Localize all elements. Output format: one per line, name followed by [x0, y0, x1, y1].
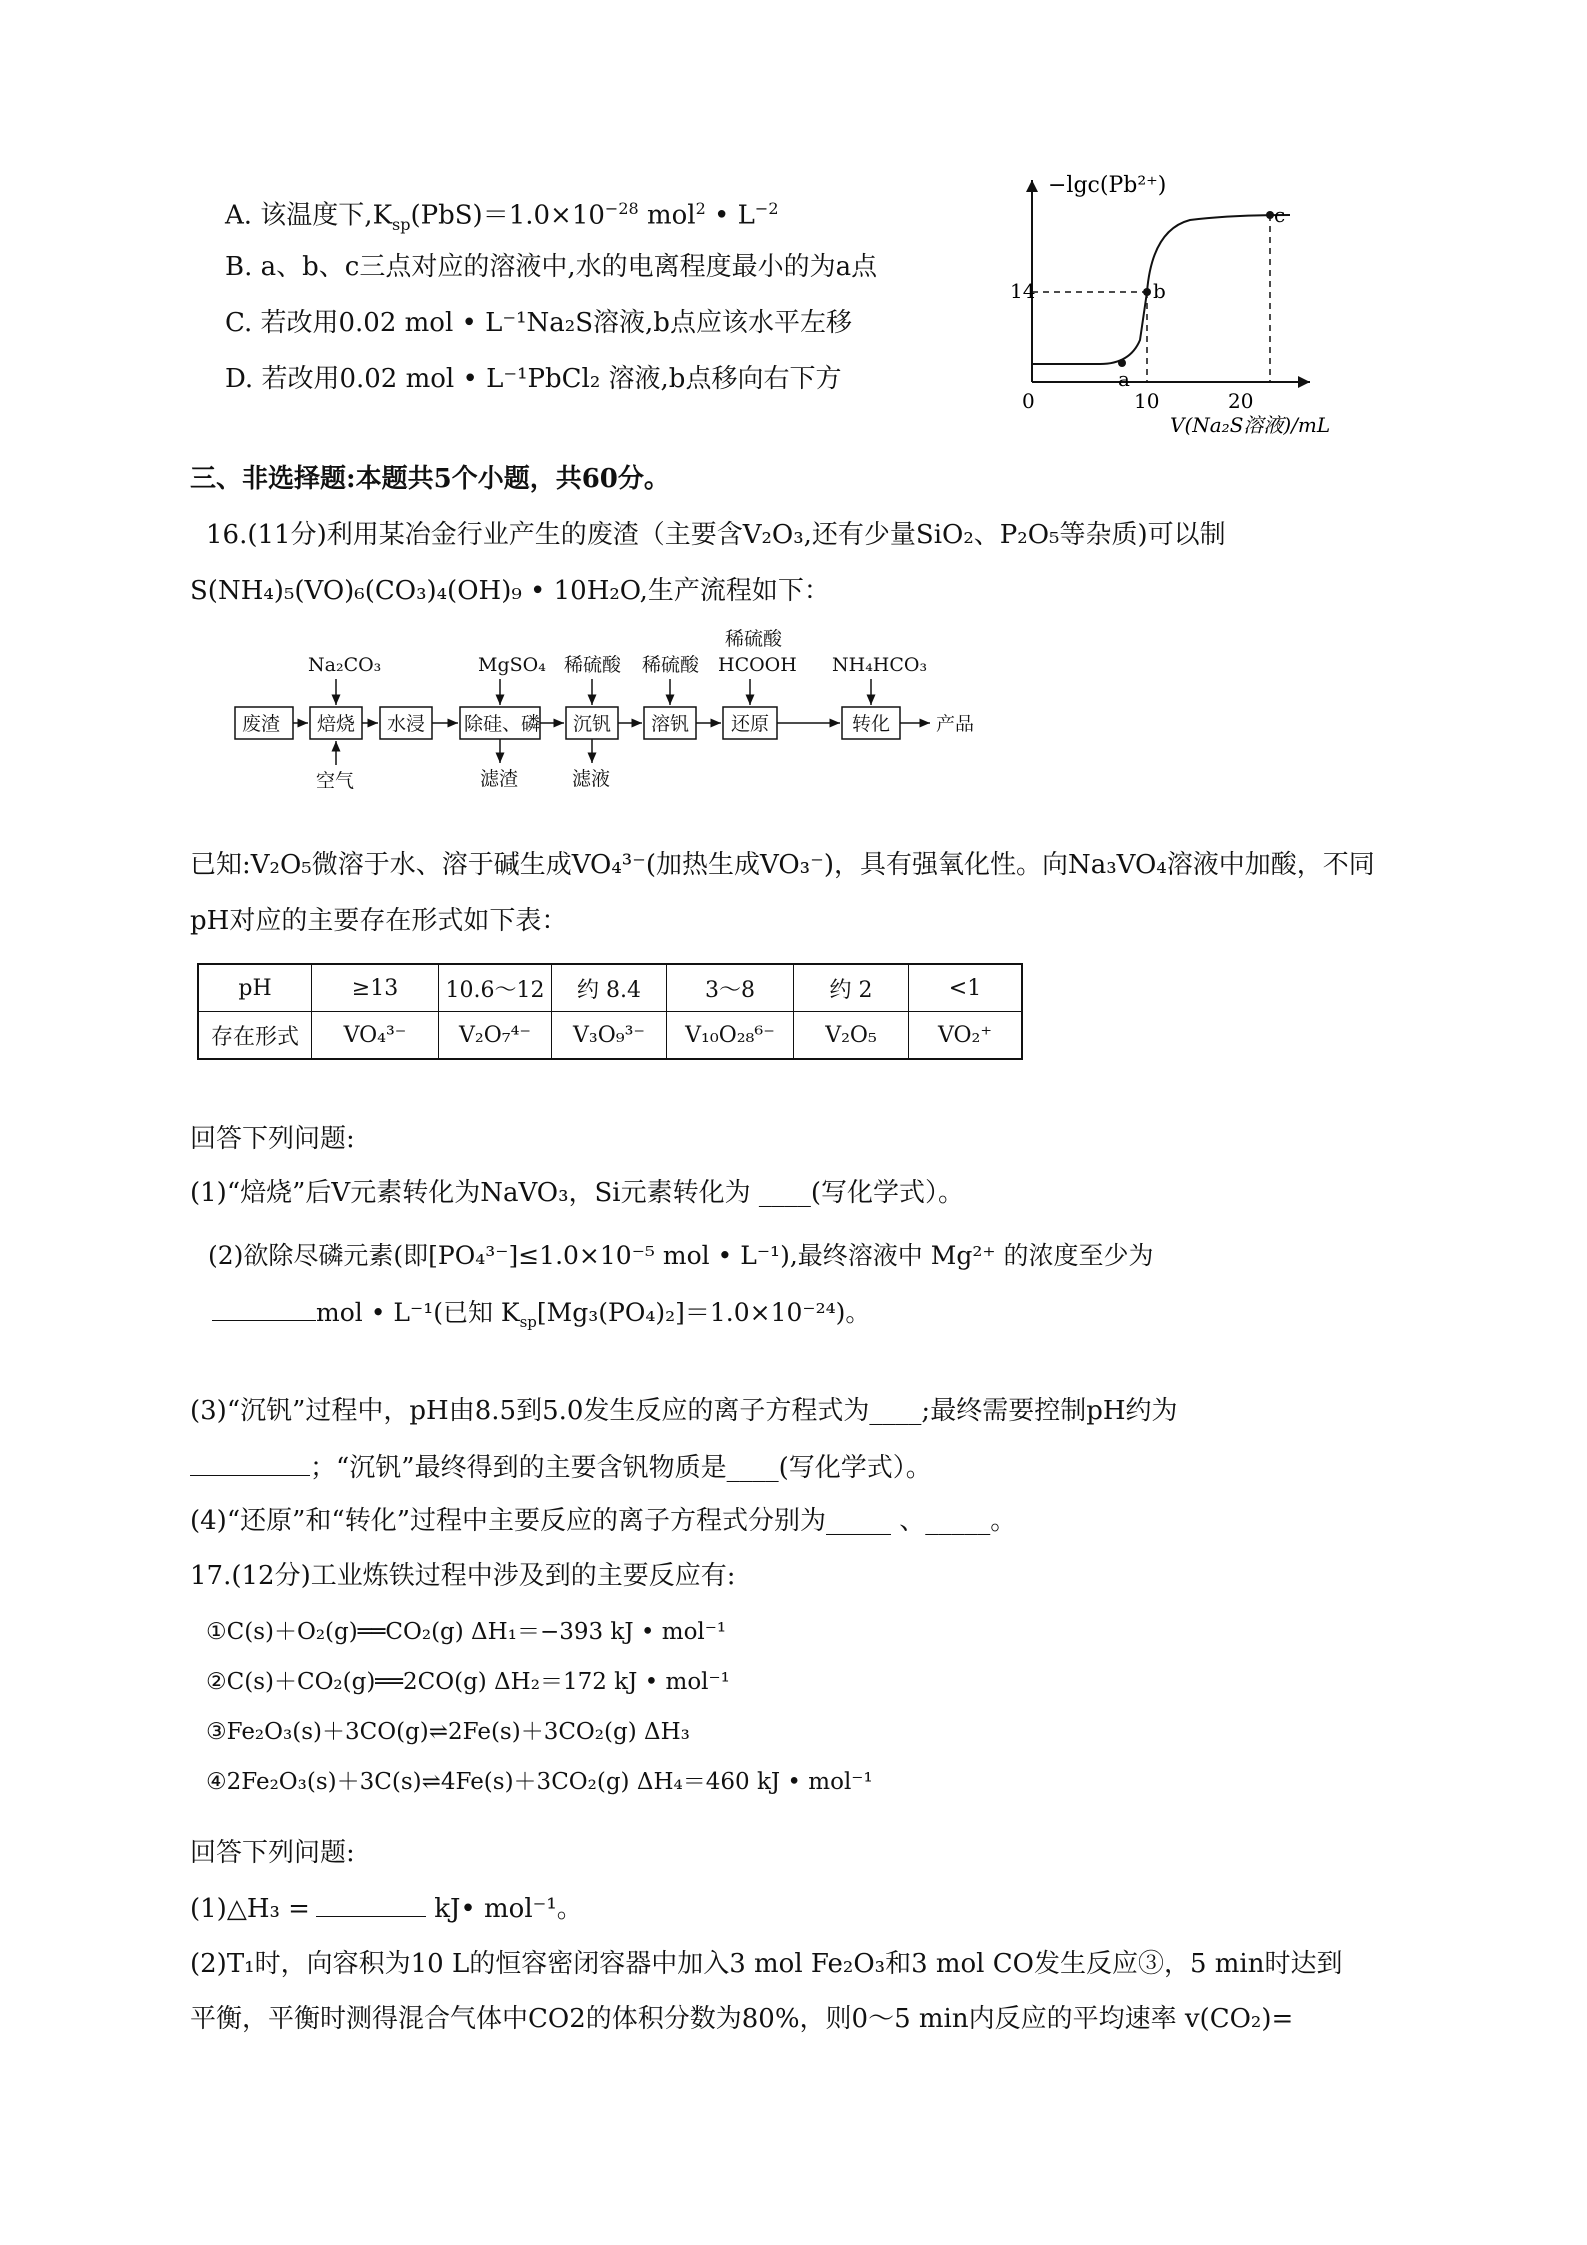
- table-cell: V₁₀O₂₈⁶⁻: [667, 1012, 794, 1060]
- q16-part4: (4)“还原”和“转化”过程中主要反应的离子方程式分别为_____ 、_____。: [190, 1506, 1017, 1536]
- answer-blank[interactable]: [190, 1451, 310, 1476]
- q16-part3-line2: ；“沉钒”最终得到的主要含钒物质是____(写化学式）。: [190, 1451, 932, 1484]
- q17-part2-line2: 平衡，平衡时测得混合气体中CO2的体积分数为80%，则0～5 min内反应的平均速率 v(CO₂)=: [190, 2004, 1294, 2034]
- flow-air: 空气: [316, 770, 355, 792]
- flow-filtrate: 滤液: [572, 768, 611, 790]
- graph-x-tick-0: 0: [1022, 389, 1035, 413]
- table-cell: V₂O₅: [794, 1012, 909, 1060]
- q16-part2-line1: (2)欲除尽磷元素(即[PO₄³⁻]≤1.0×10⁻⁵ mol • L⁻¹),最终溶液中 Mg²⁺ 的浓度至少为: [208, 1241, 1154, 1270]
- graph-label-a: a: [1118, 367, 1130, 391]
- flow-reagent-nh4hco3: NH₄HCO₃: [832, 654, 928, 676]
- q16-intro-line1: 16.(11分)利用某冶金行业产生的废渣（主要含V₂O₃,还有少量SiO₂、P₂O₅等杂质)可以制: [206, 520, 1226, 550]
- graph-label-c: c: [1274, 203, 1286, 227]
- q16-part3-line1: (3)“沉钒”过程中，pH由8.5到5.0发生反应的离子方程式为____;最终需要控制pH约为: [190, 1396, 1178, 1426]
- answer-blank[interactable]: [212, 1296, 316, 1321]
- flow-residue: 滤渣: [480, 768, 519, 790]
- flow-box-leach: 水浸: [387, 713, 426, 735]
- flow-reagent-mgso4: MgSO₄: [478, 654, 546, 676]
- q17-equation-1: ①C(s)＋O₂(g)══CO₂(g) ΔH₁＝−393 kJ • mol⁻¹: [206, 1619, 727, 1645]
- graph-point-b: [1143, 288, 1151, 296]
- flow-box-reduce: 还原: [731, 713, 770, 735]
- graph-y-label: −lgc(Pb²⁺): [1048, 173, 1167, 198]
- flow-box-precip: 沉钒: [573, 713, 612, 735]
- table-cell: pH: [198, 964, 312, 1012]
- q15-option-d: D. 若改用0.02 mol • L⁻¹PbCl₂ 溶液,b点移向右下方: [225, 364, 842, 394]
- flow-box-dissolve: 溶钒: [651, 713, 690, 735]
- graph-y-tick-14: 14: [1010, 279, 1036, 303]
- flow-box-remove: 除硅、磷: [464, 713, 541, 735]
- table-cell: V₃O₉³⁻: [552, 1012, 667, 1060]
- flow-reagent-na2co3: Na₂CO₃: [308, 654, 382, 676]
- flow-reagent-hcooh: HCOOH: [718, 654, 797, 676]
- graph-x-label: V(Na₂S溶液)/mL: [1170, 413, 1330, 437]
- graph-point-a: [1118, 359, 1126, 367]
- table-cell: 10.6～12: [439, 964, 552, 1012]
- q16-known-line1: 已知:V₂O₅微溶于水、溶于碱生成VO₄³⁻(加热生成VO₃⁻)，具有强氧化性。向Na₃VO₄溶液中加酸，不同: [190, 850, 1375, 880]
- flow-box-roast: 焙烧: [317, 713, 356, 735]
- table-cell: VO₄³⁻: [312, 1012, 439, 1060]
- table-cell: 约 8.4: [552, 964, 667, 1012]
- q16-part2-line2: mol • L⁻¹(已知 $K_{sp}[Mg_3(PO_4)_2]=1.0\times 10^{-24}$)。: [212, 1296, 870, 1338]
- table-row: [198, 964, 1022, 1012]
- q15-option-c: C. 若改用0.02 mol • L⁻¹Na₂S溶液,b点应该水平左移: [225, 308, 852, 338]
- ph-species-table: [197, 963, 1023, 1060]
- q15-option-b: B. a、b、c三点对应的溶液中,水的电离程度最小的为a点: [225, 252, 878, 282]
- graph-label-b: b: [1153, 279, 1166, 303]
- graph-x-tick-10: 10: [1134, 389, 1160, 413]
- table-cell: ≥13: [312, 964, 439, 1012]
- flow-box-feed: 废渣: [242, 713, 281, 735]
- flow-box-convert: 转化: [852, 713, 891, 735]
- graph-point-c: [1266, 211, 1274, 219]
- table-cell: 3～8: [667, 964, 794, 1012]
- q16-intro-line2: S(NH₄)₅(VO)₆(CO₃)₄(OH)₉ • 10H₂O,生产流程如下：: [190, 576, 830, 606]
- table-cell: <1: [909, 964, 1023, 1012]
- answer-blank[interactable]: [316, 1892, 426, 1917]
- q17-part1: (1)△H₃ = kJ• mol⁻¹。: [190, 1894, 583, 1924]
- flow-product: 产品: [936, 713, 975, 735]
- q17-intro: 17.(12分)工业炼铁过程中涉及到的主要反应有:: [190, 1561, 736, 1591]
- q17-part2-line1: (2)T₁时，向容积为10 L的恒容密闭容器中加入3 mol Fe₂O₃和3 mol CO发生反应③，5 min时达到: [190, 1949, 1343, 1979]
- process-flowchart: [200, 625, 1000, 805]
- q16-known-line2: pH对应的主要存在形式如下表：: [190, 906, 568, 936]
- table-cell: 约 2: [794, 964, 909, 1012]
- q17-equation-3: ③Fe₂O₃(s)＋3CO(g)⇌2Fe(s)＋3CO₂(g) ΔH₃: [206, 1719, 690, 1745]
- flow-reagent-h2so4-3: 稀硫酸: [725, 628, 783, 650]
- q17-answer-prompt: 回答下列问题:: [190, 1838, 355, 1868]
- q16-part1: (1)“焙烧”后V元素转化为NaVO₃，Si元素转化为 ____(写化学式）。: [190, 1178, 965, 1208]
- table-row: [198, 1012, 1022, 1060]
- pb-titration-graph: [990, 160, 1330, 450]
- q16-answer-prompt: 回答下列问题:: [190, 1124, 355, 1154]
- table-cell: V₂O₇⁴⁻: [439, 1012, 552, 1060]
- flow-reagent-h2so4-1: 稀硫酸: [564, 654, 622, 676]
- q15-option-a: A. 该温度下$,K_{sp}(PbS)=1.0\times 10^{-28}$ mol$^2$ • $L^{-2}$: [225, 199, 779, 234]
- q17-equation-2: ②C(s)＋CO₂(g)══2CO(g) ΔH₂＝172 kJ • mol⁻¹: [206, 1669, 730, 1695]
- graph-x-tick-20: 20: [1228, 389, 1254, 413]
- table-cell: 存在形式: [198, 1012, 312, 1060]
- q17-equation-4: ④2Fe₂O₃(s)＋3C(s)⇌4Fe(s)＋3CO₂(g) ΔH₄＝460 kJ • mol⁻¹: [206, 1769, 873, 1795]
- flow-reagent-h2so4-2: 稀硫酸: [642, 654, 700, 676]
- table-cell: VO₂⁺: [909, 1012, 1023, 1060]
- section-3-heading: 三、非选择题:本题共5个小题，共60分。: [190, 464, 670, 494]
